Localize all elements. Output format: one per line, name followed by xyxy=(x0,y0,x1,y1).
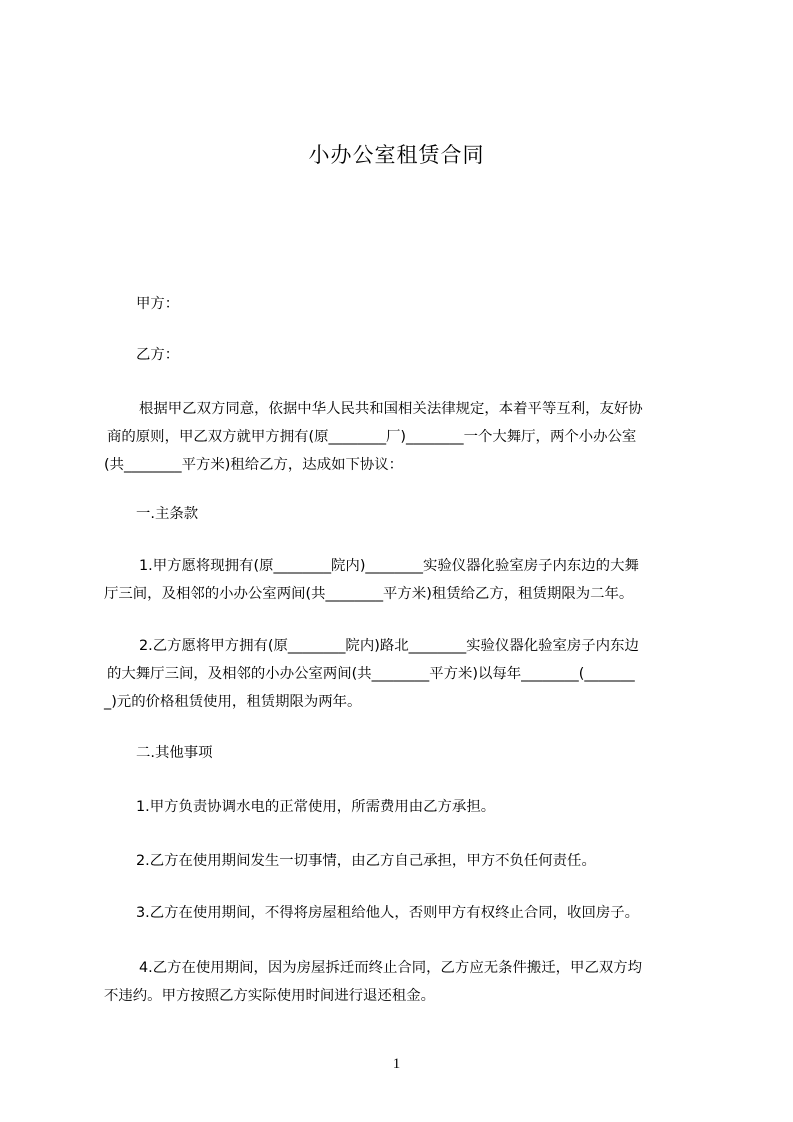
clause-2-1: 1.甲方负责协调水电的正常使用，所需费用由乙方承担。 xyxy=(136,799,496,815)
section-heading-other-matters: 二.其他事项 xyxy=(136,745,213,761)
page-number: 1 xyxy=(392,1056,401,1072)
clause-line: 4.乙方在使用期间，因为房屋拆迁而终止合同，乙方应无条件搬迁，甲乙双方均 xyxy=(139,960,643,976)
clause-1-1 xyxy=(104,552,704,608)
party-b-label: 乙方： xyxy=(136,347,180,363)
clause-line: 1.甲方愿将现拥有(原________院内)________实验仪器化验室房子内东边的大舞 xyxy=(139,558,639,574)
clause-line: 厅三间，及相邻的小办公室两间(共________平方米)租赁给乙方，租赁期限为二年。 xyxy=(104,586,634,602)
clause-line: 的大舞厅三间，及相邻的小办公室两间(共________平方米)以每年________(_______ xyxy=(107,666,635,682)
preamble-line: 根据甲乙双方同意，依据中华人民共和国相关法律规定，本着平等互利，友好协 xyxy=(139,401,643,417)
clause-2-4 xyxy=(104,954,704,1010)
clause-2-3: 3.乙方在使用期间，不得将房屋租给他人，否则甲方有权终止合同，收回房子。 xyxy=(136,905,640,921)
preamble-line: (共________平方米)租给乙方，达成如下协议： xyxy=(104,457,404,473)
preamble-paragraph xyxy=(104,395,704,479)
clause-line: 2.乙方愿将甲方拥有(原________院内)路北________实验仪器化验室房子内东边 xyxy=(139,638,639,654)
section-heading-main-terms: 一.主条款 xyxy=(136,506,199,522)
clause-line: 不违约。甲方按照乙方实际使用时间进行退还租金。 xyxy=(104,988,435,1004)
document-title: 小办公室租赁合同 xyxy=(308,143,485,167)
preamble-line: 商的原则，甲乙双方就甲方拥有(原________厂)________一个大舞厅，两个小办公室 xyxy=(107,429,637,445)
party-a-label: 甲方： xyxy=(136,296,180,312)
clause-1-2 xyxy=(104,632,704,716)
clause-2-2: 2.乙方在使用期间发生一切事情，由乙方自己承担，甲方不负任何责任。 xyxy=(136,853,596,869)
clause-line: _)元的价格租赁使用，租赁期限为两年。 xyxy=(104,694,362,710)
